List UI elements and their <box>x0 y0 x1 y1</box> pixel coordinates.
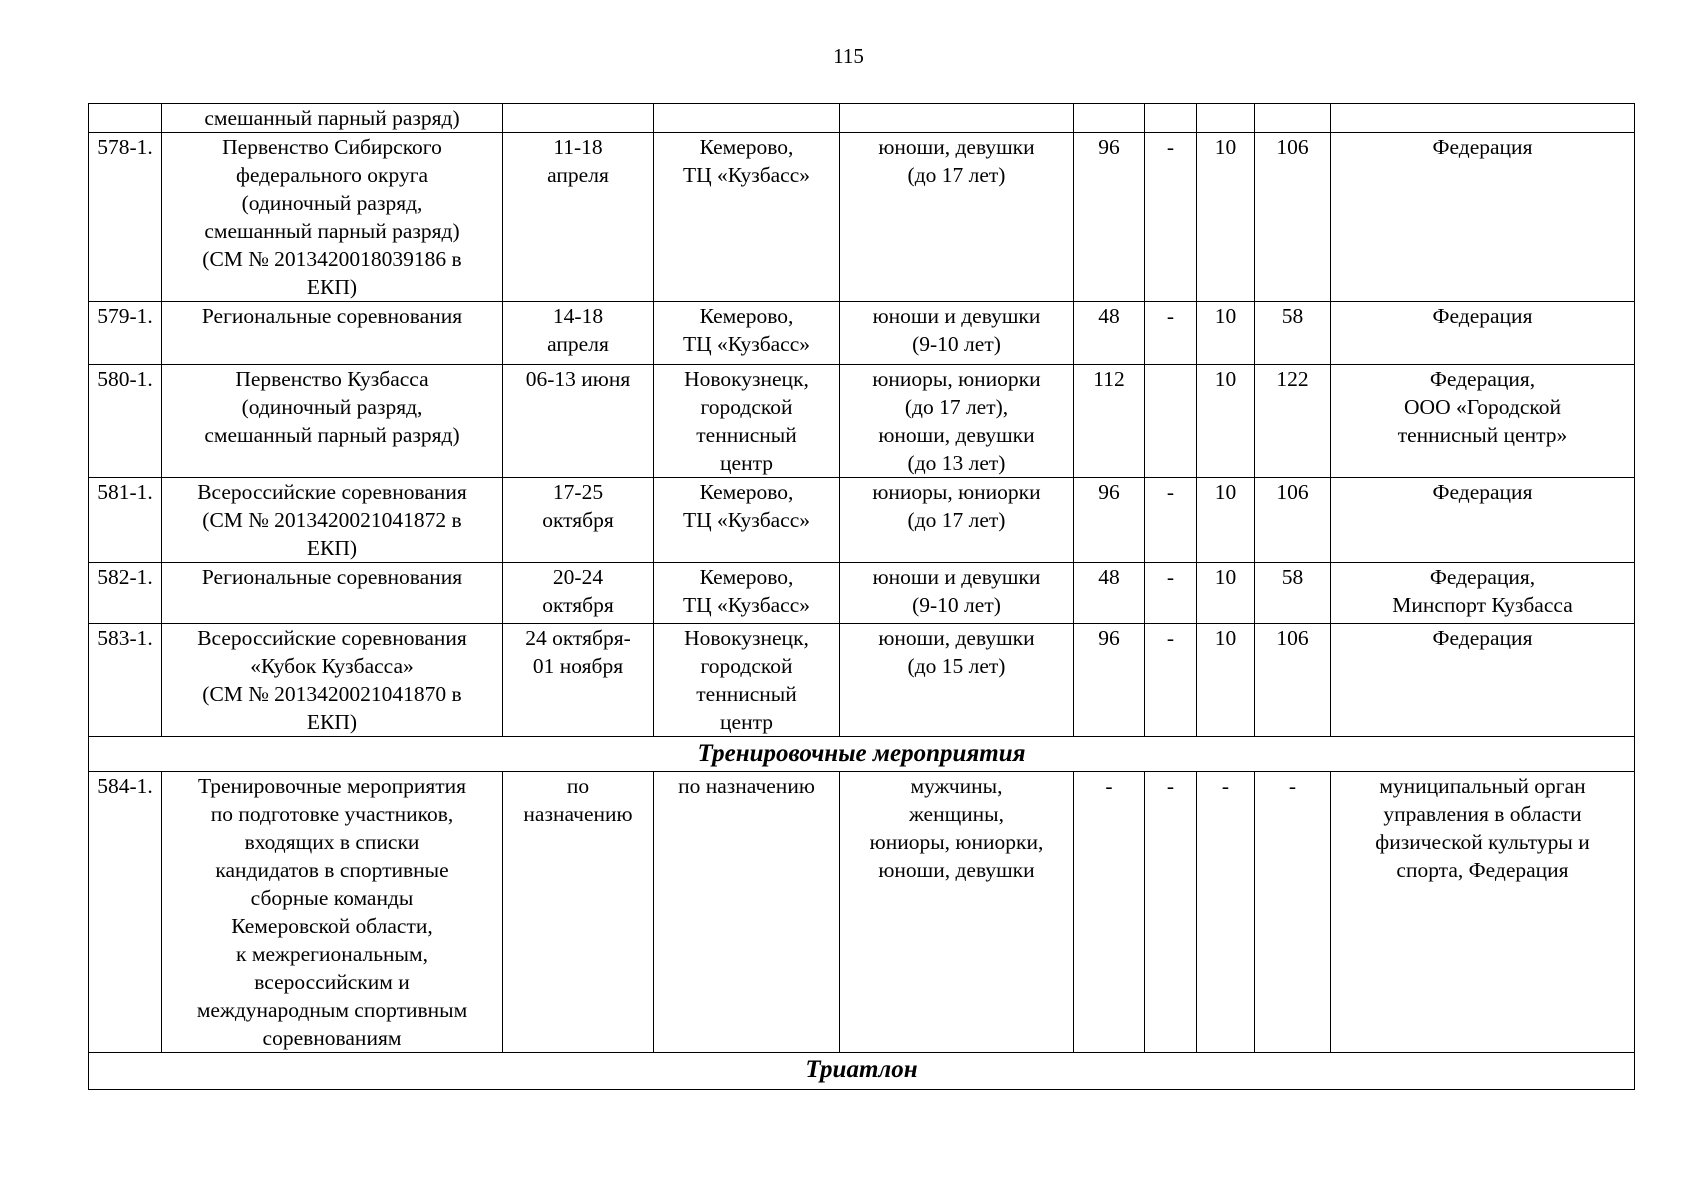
count-c3: 10 <box>1197 624 1255 737</box>
dates-cell: 06-13 июня <box>503 365 654 478</box>
participants-cell: юниоры, юниорки (до 17 лет) <box>840 478 1074 563</box>
count-c3: 10 <box>1197 302 1255 365</box>
count-c4: 122 <box>1255 365 1331 478</box>
dates-cell: 20-24 октября <box>503 563 654 624</box>
participants-cell: юноши и девушки (9-10 лет) <box>840 302 1074 365</box>
count-c1: 96 <box>1074 133 1145 302</box>
event-cell: Региональные соревнования <box>162 302 503 365</box>
count-c1: 48 <box>1074 563 1145 624</box>
place-cell: Кемерово, ТЦ «Кузбасс» <box>654 478 840 563</box>
organizer-cell: Федерация <box>1331 478 1635 563</box>
table-row <box>89 478 1635 563</box>
place-cell: Новокузнецк, городской теннисный центр <box>654 365 840 478</box>
organizer-cell: муниципальный орган управления в области физической культуры и спорта, Федерация <box>1331 772 1635 1053</box>
count-c4: 58 <box>1255 302 1331 365</box>
row-number: 580-1. <box>89 365 162 478</box>
row-number: 582-1. <box>89 563 162 624</box>
participants-cell: юниоры, юниорки (до 17 лет), юноши, девушки (до 13 лет) <box>840 365 1074 478</box>
participants-cell: юноши, девушки (до 15 лет) <box>840 624 1074 737</box>
section-title: Тренировочные мероприятия <box>89 737 1635 772</box>
place-cell: Новокузнецк, городской теннисный центр <box>654 624 840 737</box>
row-number: 584-1. <box>89 772 162 1053</box>
table-row <box>89 365 1635 478</box>
count-c3: 10 <box>1197 563 1255 624</box>
count-c3: - <box>1197 772 1255 1053</box>
count-c4: 106 <box>1255 133 1331 302</box>
table-row <box>89 624 1635 737</box>
place-cell: Кемерово, ТЦ «Кузбасс» <box>654 133 840 302</box>
count-c3: 10 <box>1197 365 1255 478</box>
participants-cell: мужчины, женщины, юниоры, юниорки, юноши, девушки <box>840 772 1074 1053</box>
count-c3: 10 <box>1197 478 1255 563</box>
row-number: 578-1. <box>89 133 162 302</box>
dates-cell: 24 октября- 01 ноября <box>503 624 654 737</box>
place-cell: Кемерово, ТЦ «Кузбасс» <box>654 563 840 624</box>
row-number: 579-1. <box>89 302 162 365</box>
count-c4: 106 <box>1255 478 1331 563</box>
table-row <box>89 133 1635 302</box>
count-c1: 96 <box>1074 624 1145 737</box>
section-triathlon <box>89 1053 1635 1090</box>
count-c2 <box>1145 365 1197 478</box>
count-c1: 112 <box>1074 365 1145 478</box>
count-c1: 48 <box>1074 302 1145 365</box>
count-c2: - <box>1145 133 1197 302</box>
count-c1: 96 <box>1074 478 1145 563</box>
count-c2: - <box>1145 563 1197 624</box>
row-number: 583-1. <box>89 624 162 737</box>
organizer-cell: Федерация <box>1331 133 1635 302</box>
participants-cell: юноши, девушки (до 17 лет) <box>840 133 1074 302</box>
count-c2: - <box>1145 302 1197 365</box>
section-training <box>89 737 1635 772</box>
count-c3: 10 <box>1197 133 1255 302</box>
table-row <box>89 563 1635 624</box>
page-number: 115 <box>833 44 864 68</box>
dates-cell: 14-18 апреля <box>503 302 654 365</box>
organizer-cell: Федерация, Минспорт Кузбасса <box>1331 563 1635 624</box>
continuation-row <box>89 104 1635 133</box>
participants-cell: юноши и девушки (9-10 лет) <box>840 563 1074 624</box>
table-row <box>89 772 1635 1053</box>
row-number: 581-1. <box>89 478 162 563</box>
count-c4: - <box>1255 772 1331 1053</box>
event-cell: Всероссийские соревнования «Кубок Кузбасса» (СМ № 2013420021041870 в ЕКП) <box>162 624 503 737</box>
organizer-cell: Федерация <box>1331 302 1635 365</box>
event-cell: Первенство Сибирского федерального округа (одиночный разряд, смешанный парный разряд) (СМ № 2013420018039186 в ЕКП) <box>162 133 503 302</box>
count-c2: - <box>1145 478 1197 563</box>
event-cell: Тренировочные мероприятия по подготовке участников, входящих в списки кандидатов в спортивные сборные команды Кемеровской области, к межрегиональным, всероссийским и международным спортивным соревнованиям <box>162 772 503 1053</box>
count-c2: - <box>1145 772 1197 1053</box>
event-cell: Первенство Кузбасса (одиночный разряд, смешанный парный разряд) <box>162 365 503 478</box>
place-cell: по назначению <box>654 772 840 1053</box>
count-c4: 58 <box>1255 563 1331 624</box>
organizer-cell: Федерация <box>1331 624 1635 737</box>
dates-cell: по назначению <box>503 772 654 1053</box>
dates-cell: 11-18 апреля <box>503 133 654 302</box>
event-cell: Всероссийские соревнования (СМ № 2013420021041872 в ЕКП) <box>162 478 503 563</box>
dates-cell: 17-25 октября <box>503 478 654 563</box>
table-row <box>89 302 1635 365</box>
event-cell: Региональные соревнования <box>162 563 503 624</box>
place-cell: Кемерово, ТЦ «Кузбасс» <box>654 302 840 365</box>
count-c2: - <box>1145 624 1197 737</box>
organizer-cell: Федерация, ООО «Городской теннисный центр» <box>1331 365 1635 478</box>
count-c4: 106 <box>1255 624 1331 737</box>
count-c1: - <box>1074 772 1145 1053</box>
section-title: Триатлон <box>89 1053 1635 1090</box>
event-cell: смешанный парный разряд) <box>162 104 503 133</box>
events-table <box>88 103 1635 1090</box>
